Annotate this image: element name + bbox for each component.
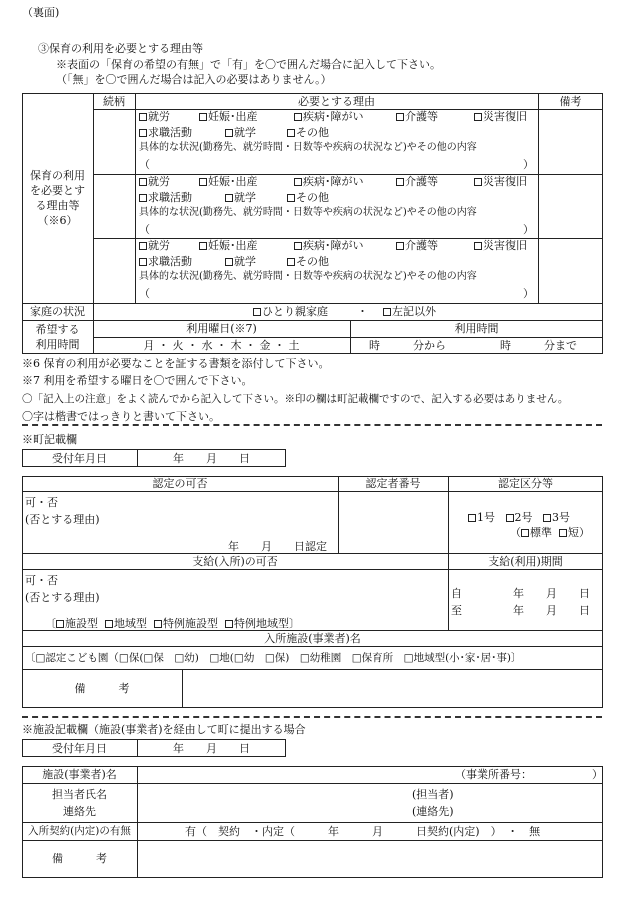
checkbox-care[interactable]: 介護等 (396, 239, 438, 253)
checkbox-care[interactable]: 介護等 (396, 175, 438, 189)
checkbox-school[interactable]: 就学 (225, 126, 256, 140)
checkbox-class-2[interactable]: 2号 (506, 511, 533, 524)
checkbox-disaster[interactable]: 災害復旧 (474, 239, 527, 253)
time-header: 利用時間 (454, 322, 499, 335)
checkbox-class-3[interactable]: 3号 (543, 511, 570, 524)
section-note: ※表面の「保育の希望の有無」で「有」を〇で囲んだ場合に記入して下さい。 (56, 58, 441, 71)
checkbox-class-1[interactable]: 1号 (468, 511, 495, 524)
reason-block (139, 110, 534, 172)
note-6: ※6 保育の利用が必要なことを証する書類を添付して下さい。 (22, 357, 330, 370)
detail-text: 具体的な状況(勤務先、就労時間・日数等や疾病の状況など)やその他の内容 (139, 207, 477, 218)
checkbox-single-parent[interactable]: ひとり親家庭 (253, 305, 328, 319)
checkbox-jobseeking[interactable]: 求職活動 (139, 126, 192, 140)
received-date-value[interactable]: 年 月 日 (173, 452, 250, 465)
cert-class-header: 認定区分等 (498, 477, 553, 490)
checkbox-other[interactable]: その他 (287, 255, 329, 269)
checkbox-school[interactable]: 就学 (225, 191, 256, 205)
days-header: 利用曜日(※7) (186, 322, 257, 335)
town-remarks-field[interactable] (186, 674, 596, 704)
person-label: 担当者氏名 (52, 788, 107, 801)
checkbox-regional-type[interactable]: 地域型 (105, 617, 147, 630)
office-number-close: ） (592, 768, 603, 781)
period-from-value[interactable]: 年 月 日 (513, 587, 590, 600)
contract-label: 入所契約(内定)の有無 (28, 825, 131, 837)
facility-name-label: 施設(事業者)名 (42, 768, 117, 781)
checkbox-employment[interactable]: 就労 (139, 110, 170, 124)
checkbox-care[interactable]: 介護等 (396, 110, 438, 124)
person-value[interactable]: (担当者) (412, 788, 454, 801)
checkbox-illness[interactable]: 疾病･障がい (294, 110, 364, 124)
facility-kind-line[interactable]: 〔□認定こども園（□保(□保 □幼) □地(□幼 □保) □幼稚園 □保育所 □地域型(小･家･居･事)〕 (25, 652, 522, 664)
checkbox-disaster[interactable]: 災害復旧 (474, 110, 527, 124)
note-8: 〇「記入上の注意」をよく読んでから記入して下さい。※印の欄は町記載欄ですので、記入する必要はありません。 (22, 393, 569, 405)
remarks-header: 備考 (559, 95, 582, 108)
town-remarks-label: 備 考 (74, 682, 130, 695)
time-to[interactable]: 時 分まで (500, 339, 577, 352)
pay-yesno[interactable]: 可・否 (25, 574, 58, 587)
reason-block (139, 175, 534, 237)
checkbox-pregnancy[interactable]: 妊娠･出産 (199, 175, 258, 189)
contact-value[interactable]: (連絡先) (412, 805, 454, 818)
cert-yesno[interactable]: 可・否 (25, 496, 58, 509)
detail-text: 具体的な状況(勤務先、就労時間・日数等や疾病の状況など)やその他の内容 (139, 142, 477, 153)
checkbox-other-household[interactable]: 左記以外 (383, 305, 436, 319)
checkbox-short[interactable]: 短 (559, 526, 579, 539)
facility-received-value[interactable]: 年 月 日 (173, 742, 250, 755)
back-side-label: （裏面) (22, 6, 60, 19)
reason-header: 必要とする理由 (298, 95, 375, 108)
cert-no-header: 認定者番号 (365, 477, 421, 490)
row-header: 保育の利用 を必要とす る理由等 （※6） (30, 169, 85, 227)
checkbox-disaster[interactable]: 災害復旧 (474, 175, 527, 189)
checkbox-special-facility[interactable]: 特例施設型 (154, 617, 218, 630)
facility-section-title: ※施設記載欄（施設(事業者)を経由して町に提出する場合 (22, 723, 306, 736)
detail-input[interactable]: （ ） (139, 223, 534, 236)
section-title: ③保育の利用を必要とする理由等 (38, 42, 203, 55)
class-sub-options: （ 標準 短） (510, 526, 590, 539)
detail-input[interactable]: （ ） (139, 158, 534, 171)
checkbox-other[interactable]: その他 (287, 191, 329, 205)
facility-remarks-label: 備 考 (52, 852, 107, 865)
relation-header: 続柄 (103, 95, 125, 108)
town-section-title: ※町記載欄 (22, 433, 77, 446)
divider (22, 424, 602, 426)
separator-dot: ・ (357, 305, 368, 318)
checkbox-employment[interactable]: 就労 (139, 175, 170, 189)
received-date-label: 受付年月日 (52, 452, 107, 465)
office-number-label: （事業所番号： (455, 768, 532, 781)
checkbox-illness[interactable]: 疾病･障がい (294, 239, 364, 253)
facility-type-options: 〔 施設型 地域型 特例施設型 特例地域型〕 (45, 617, 300, 630)
checkbox-standard[interactable]: 標準 (521, 526, 552, 539)
checkbox-pregnancy[interactable]: 妊娠･出産 (199, 239, 258, 253)
divider (22, 716, 602, 718)
period-from-label: 自 (451, 587, 462, 600)
time-from[interactable]: 時 分から (369, 339, 446, 352)
section-note: （「無」を〇で囲んだ場合は記入の必要はありません。） (56, 73, 332, 86)
enter-facility-header: 入所施設(事業者)名 (264, 632, 361, 645)
cert-date[interactable]: 年 月 日認定 (228, 540, 327, 553)
cert-reason: (否とする理由) (25, 513, 100, 526)
checkbox-illness[interactable]: 疾病･障がい (294, 175, 364, 189)
checkbox-jobseeking[interactable]: 求職活動 (139, 191, 192, 205)
days-values[interactable]: 月 ・ 火 ・ 水 ・ 木 ・ 金 ・ 土 (143, 339, 300, 352)
facility-remarks-field[interactable] (140, 844, 598, 874)
class-options (468, 511, 570, 525)
checkbox-other[interactable]: その他 (287, 126, 329, 140)
pay-period-header: 支給(利用)期間 (488, 555, 563, 568)
contract-value[interactable]: 有（ 契約 ・内定（ 年 月 日契約(内定) ） ・ 無 (185, 825, 541, 838)
checkbox-jobseeking[interactable]: 求職活動 (139, 255, 192, 269)
checkbox-special-regional[interactable]: 特例地域型 (225, 617, 289, 630)
reason-block (139, 239, 534, 301)
household-label: 家庭の状況 (30, 305, 85, 318)
period-to-value[interactable]: 年 月 日 (513, 604, 590, 617)
cert-header: 認定の可否 (152, 477, 208, 490)
contact-label: 連絡先 (63, 805, 96, 818)
note-7: ※7 利用を希望する曜日を〇で囲んで下さい。 (22, 374, 253, 387)
wish-label: 希望する 利用時間 (35, 323, 80, 351)
pay-header: 支給(入所)の可否 (192, 555, 278, 568)
detail-input[interactable]: （ ） (139, 287, 534, 300)
pay-reason: (否とする理由) (25, 591, 100, 604)
checkbox-facility-type[interactable]: 施設型 (56, 617, 98, 630)
checkbox-employment[interactable]: 就労 (139, 239, 170, 253)
note-9: 〇字は楷書ではっきりと書いて下さい。 (22, 410, 220, 423)
detail-text: 具体的な状況(勤務先、就労時間・日数等や疾病の状況など)やその他の内容 (139, 271, 477, 282)
facility-received-label: 受付年月日 (52, 742, 107, 755)
checkbox-pregnancy[interactable]: 妊娠･出産 (199, 110, 258, 124)
checkbox-school[interactable]: 就学 (225, 255, 256, 269)
period-to-label: 至 (451, 604, 462, 617)
